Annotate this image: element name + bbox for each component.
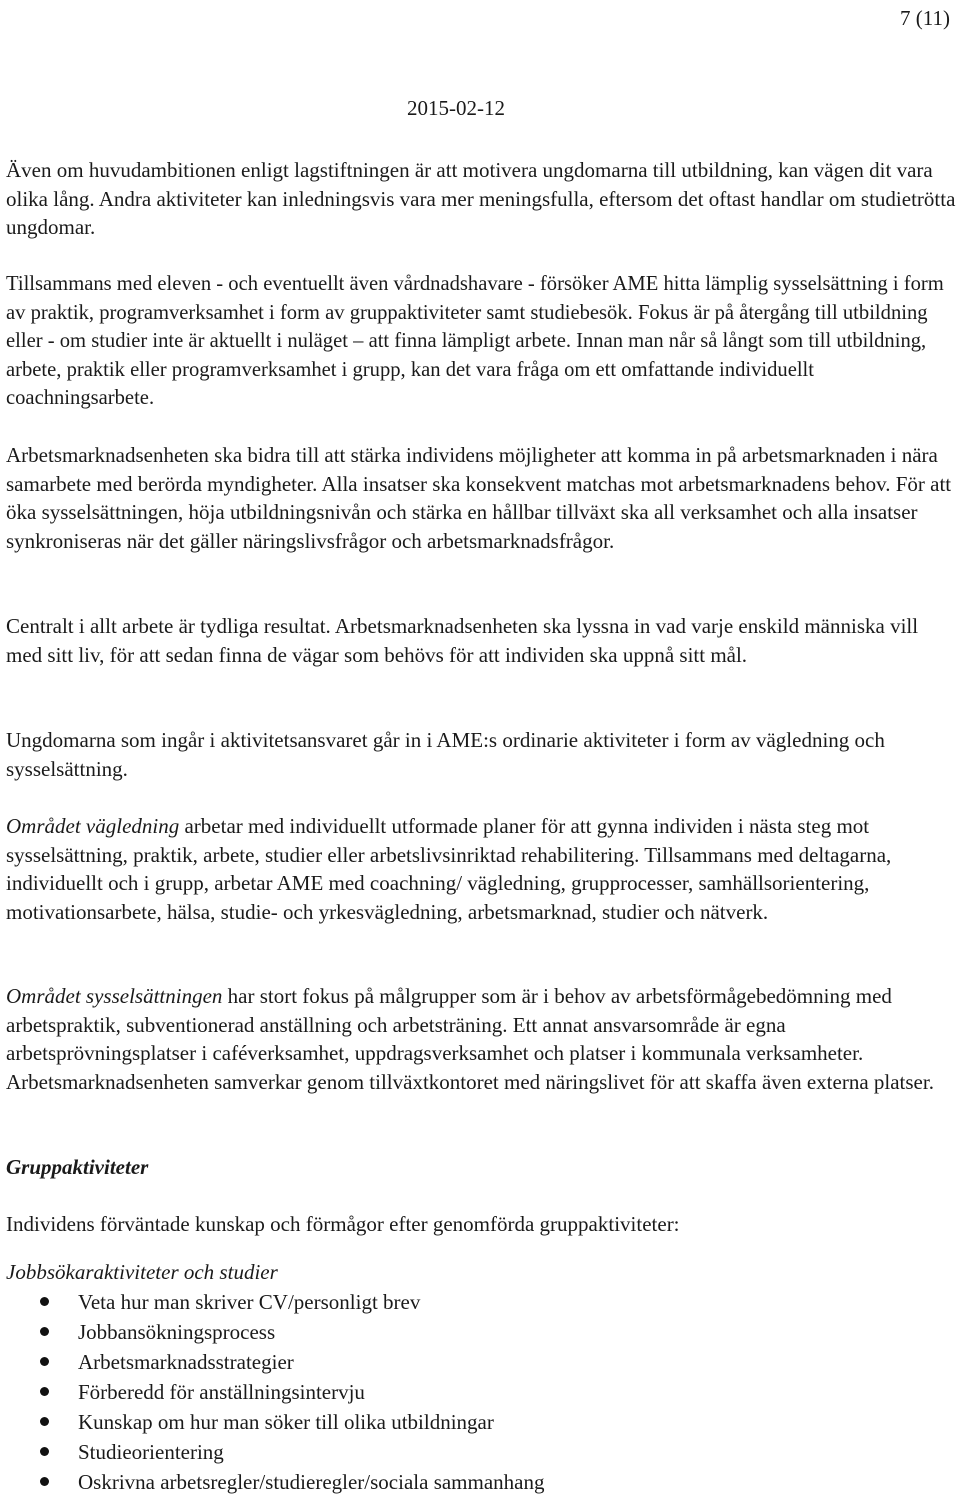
bullet-icon — [40, 1447, 49, 1456]
list-item-text: Veta hur man skriver CV/personligt brev — [78, 1290, 421, 1314]
list-item-text: Oskrivna arbetsregler/studieregler/sociala sammanhang — [78, 1470, 545, 1494]
paragraph-cooperation: Tillsammans med eleven - och eventuellt även vårdnadshavare - försöker AME hitta lämplig sysselsättning i form av praktik, programverksamhet i form av gruppaktiviteter samt studiebesök. Fokus är på återgång till utbildning eller - om studier inte är aktuellt i nuläget – att finna lämpligt arbete. Innan man når så långt som till utbildning, arbete, praktik eller programverksamhet i grupp, kan det vara fråga om ett omfattande individuellt coachningsarbete. — [6, 273, 944, 410]
bullet-list — [0, 1287, 950, 1497]
list-item — [0, 1347, 950, 1377]
list-item-text: Studieorientering — [78, 1440, 224, 1464]
list-item-text: Förberedd för anställningsintervju — [78, 1380, 365, 1404]
list-item-text: Kunskap om hur man söker till olika utbildningar — [78, 1410, 494, 1434]
section-lead: Individens förväntade kunskap och förmågor efter genomförda gruppaktiviteter: — [6, 1212, 680, 1236]
bullet-icon — [40, 1387, 49, 1396]
list-item — [0, 1467, 950, 1497]
paragraph-youth: Ungdomarna som ingår i aktivitetsansvaret går in i AME:s ordinarie aktiviteter i form av vägledning och sysselsättning. — [6, 728, 885, 781]
list-item — [0, 1287, 950, 1317]
bullet-icon — [40, 1417, 49, 1426]
document-date: 2015-02-12 — [407, 96, 505, 120]
page-number: 7 (11) — [900, 6, 950, 30]
paragraph-employment — [6, 982, 956, 1096]
section-subheading: Jobbsökaraktiviteter och studier — [6, 1260, 278, 1284]
bullet-icon — [40, 1297, 49, 1306]
term-guidance: Området vägledning — [6, 814, 180, 838]
section-heading: Gruppaktiviteter — [6, 1155, 149, 1179]
paragraph-guidance-text: arbetar med individuellt utformade planer för att gynna individen i nästa steg mot sysselsättning, praktik, arbete, studier eller arbetslivsinriktad rehabilitering. Tillsammans med deltagarna, individuellt och i grupp, arbetar AME med coachning/ vägledning, grupprocesser, samhällsorientering, motivationsarbete, hälsa, studie- och yrkesvägledning, arbetsmarknad, studier och nätverk. — [6, 814, 892, 924]
paragraph-intro: Även om huvudambitionen enligt lagstiftningen är att motivera ungdomarna till utbildning, kan vägen dit vara olika lång. Andra aktiviteter kan inledningsvis vara mer meningsfulla, eftersom det oftast handlar om studietrötta ungdomar. — [6, 158, 956, 240]
paragraph-employment-text: har stort fokus på målgrupper som är i behov av arbetsförmågebedömning med arbetspraktik, subventionerad anställning och arbetsträning. Ett annat ansvarsområde är egna arbetsprövningsplatser i caféverksamhet, uppdragsverksamhet och platser i kommunala verksamheter. Arbetsmarknadsenheten samverkar genom tillväxtkontoret med näringslivet för att skaffa även externa platser. — [6, 984, 934, 1094]
bullet-icon — [40, 1357, 49, 1366]
paragraph-results: Centralt i allt arbete är tydliga resultat. Arbetsmarknadsenheten ska lyssna in vad varje enskild människa vill med sitt liv, för att sedan finna de vägar som behövs för att individen ska uppnå sitt mål. — [6, 614, 919, 667]
bullet-icon — [40, 1477, 49, 1486]
list-item — [0, 1377, 950, 1407]
term-employment: Området sysselsättningen — [6, 984, 223, 1008]
paragraph-labour-market-unit: Arbetsmarknadsenheten ska bidra till att stärka individens möjligheter att komma in på arbetsmarknaden i nära samarbete med berörda myndigheter. Alla insatser ska konsekvent matchas mot arbetsmarknadens behov. För att öka sysselsättningen, höja utbildningsnivån och stärka en hållbar tillväxt ska all verksamhet och alla insatser synkroniseras när det gäller näringslivsfrågor och arbetsmarknadsfrågor. — [6, 443, 952, 553]
list-item — [0, 1407, 950, 1437]
list-item — [0, 1437, 950, 1467]
list-item-text: Jobbansökningsprocess — [78, 1320, 276, 1344]
list-item — [0, 1317, 950, 1347]
bullet-icon — [40, 1327, 49, 1336]
paragraph-guidance — [6, 812, 956, 926]
list-item-text: Arbetsmarknadsstrategier — [78, 1350, 294, 1374]
